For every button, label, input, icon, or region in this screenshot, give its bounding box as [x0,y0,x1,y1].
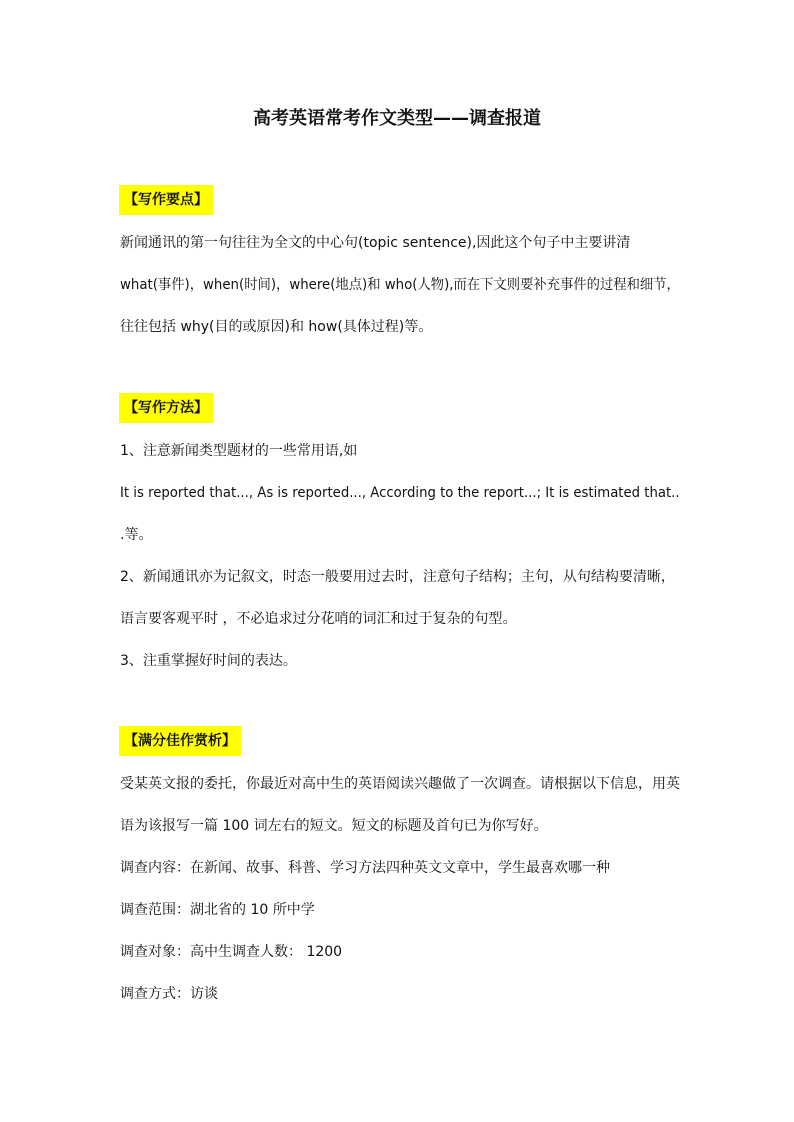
paragraph-line: 2、新闻通讯亦为记叙文，时态一般要用过去时，注意句子结构；主句，从句结构要清晰， [120,569,675,585]
section-heading-model-essay: 【满分佳作赏析】 [119,726,241,756]
paragraph-line: 调查方式：访谈 [120,986,218,1002]
section-heading-writing-points: 【写作要点】 [119,185,213,215]
paragraph-line: 新闻通讯的第一句往往为全文的中心句(topic sentence),因此这个句子中主要讲清 [120,235,631,251]
paragraph-line: 语为该报写一篇 100 词左右的短文。短文的标题及首句已为你写好。 [120,818,548,834]
paragraph-line: 往往包括 why(目的或原因)和 how(具体过程)等。 [120,319,433,335]
paragraph-line: 3、注重掌握好时间的表达。 [120,653,297,669]
paragraph-line: 调查内容：在新闻、故事、科普、学习方法四种英文文章中，学生最喜欢哪一种 [120,860,610,876]
paragraph-line: 调查范围：湖北省的 10 所中学 [120,902,315,918]
paragraph-line: 1、注意新闻类型题材的一些常用语,如 [120,443,358,459]
paragraph-line: 调查对象：高中生调查人数： 1200 [120,944,343,960]
page-title: 高考英语常考作文类型——调查报道 [253,108,541,129]
section-heading-writing-methods: 【写作方法】 [119,393,213,423]
paragraph-line: what(事件)，when(时间)，where(地点)和 who(人物),而在下文则要补充事件的过程和细节， [120,277,680,293]
paragraph-line: 受某英文报的委托，你最近对高中生的英语阅读兴趣做了一次调查。请根据以下信息，用英 [120,776,680,792]
paragraph-line: It is reported that..., As is reported..., According to the report...; It is estimated that.. [120,485,680,501]
paragraph-line: .等。 [120,527,153,543]
paragraph-line: 语言要客观平时 ，不必追求过分花哨的词汇和过于复杂的句型。 [120,611,517,627]
